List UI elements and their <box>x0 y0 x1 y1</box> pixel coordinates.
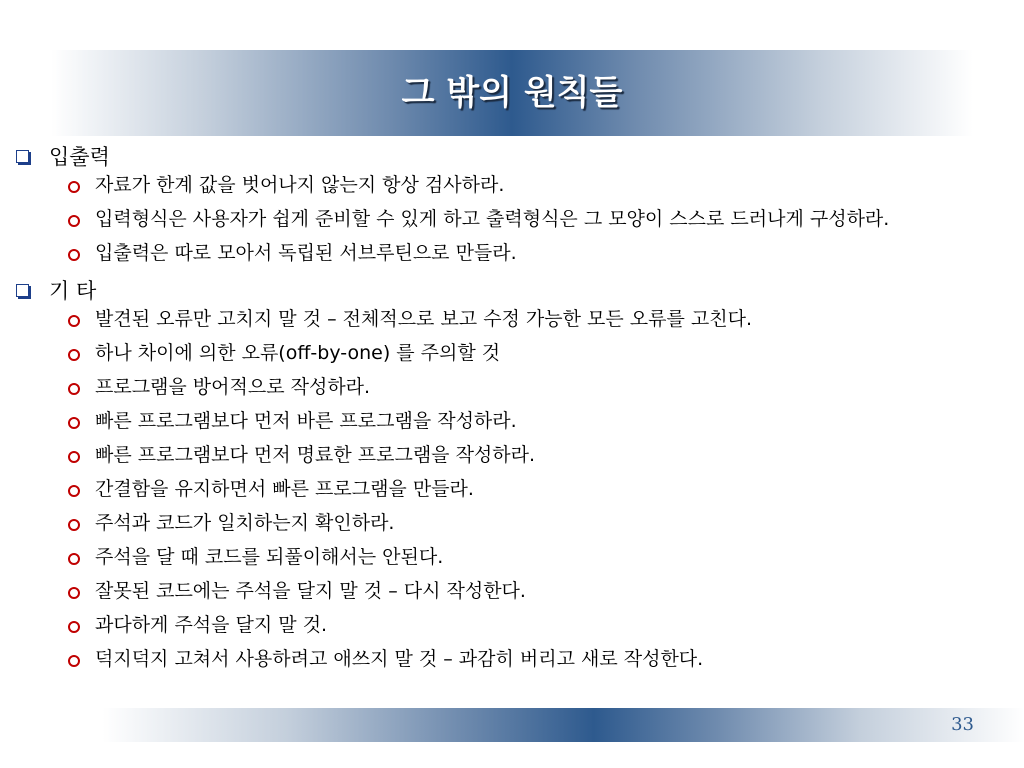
circle-bullet-icon <box>68 349 80 361</box>
list-item <box>68 476 1014 503</box>
bullet-list <box>14 306 1014 673</box>
section-etc <box>14 274 1014 673</box>
list-item <box>68 340 1014 367</box>
footer-band <box>0 708 1024 742</box>
circle-bullet-icon <box>68 553 80 565</box>
list-item-text: 잘못된 코드에는 주석을 달지 말 것 – 다시 작성한다. <box>95 580 526 602</box>
circle-bullet-icon <box>68 519 80 531</box>
section-heading-label: 기 타 <box>49 279 97 303</box>
circle-bullet-icon <box>68 249 80 261</box>
list-item-text: 자료가 한계 값을 벗어나지 않는지 항상 검사하라. <box>95 174 505 196</box>
list-item-text: 입출력은 따로 모아서 독립된 서브루틴으로 만들라. <box>95 242 517 264</box>
slide-title: 그 밖의 원칙들 <box>401 73 623 113</box>
list-item <box>68 578 1014 605</box>
list-item <box>68 240 1014 267</box>
circle-bullet-icon <box>68 315 80 327</box>
list-item <box>68 408 1014 435</box>
page-number: 33 <box>951 714 974 735</box>
circle-bullet-icon <box>68 621 80 633</box>
list-item <box>68 374 1014 401</box>
list-item-text: 덕지덕지 고쳐서 사용하려고 애쓰지 말 것 – 과감히 버리고 새로 작성한다. <box>95 648 704 670</box>
circle-bullet-icon <box>68 383 80 395</box>
circle-bullet-icon <box>68 417 80 429</box>
list-item-text: 과다하게 주석을 달지 말 것. <box>95 614 328 636</box>
square-bullet-icon <box>16 284 29 297</box>
list-item-text: 하나 차이에 의한 오류(off-by-one) 를 주의할 것 <box>95 342 501 364</box>
section-heading <box>14 140 1014 172</box>
square-bullet-icon <box>16 150 29 163</box>
list-item-text: 주석과 코드가 일치하는지 확인하라. <box>95 512 395 534</box>
list-item-text: 간결함을 유지하면서 빠른 프로그램을 만들라. <box>95 478 474 500</box>
list-item <box>68 544 1014 571</box>
list-item-text: 주석을 달 때 코드를 되풀이해서는 안된다. <box>95 546 444 568</box>
list-item-text: 입력형식은 사용자가 쉽게 준비할 수 있게 하고 출력형식은 그 모양이 스스로 드러나게 구성하라. <box>95 208 890 230</box>
section-heading <box>14 274 1014 306</box>
circle-bullet-icon <box>68 587 80 599</box>
list-item <box>68 172 1014 199</box>
circle-bullet-icon <box>68 485 80 497</box>
circle-bullet-icon <box>68 451 80 463</box>
circle-bullet-icon <box>68 215 80 227</box>
slide-body <box>14 140 1014 680</box>
list-item <box>68 612 1014 639</box>
list-item <box>68 442 1014 469</box>
bullet-list <box>14 172 1014 267</box>
list-item-text: 프로그램을 방어적으로 작성하라. <box>95 376 371 398</box>
section-heading-label: 입출력 <box>49 145 110 169</box>
list-item-text: 빠른 프로그램보다 먼저 바른 프로그램을 작성하라. <box>95 410 517 432</box>
list-item <box>68 646 1014 673</box>
circle-bullet-icon <box>68 655 80 667</box>
list-item <box>68 306 1014 333</box>
section-io <box>14 140 1014 267</box>
list-item-text: 빠른 프로그램보다 먼저 명료한 프로그램을 작성하라. <box>95 444 536 466</box>
list-item <box>68 510 1014 537</box>
list-item-text: 발견된 오류만 고치지 말 것 – 전체적으로 보고 수정 가능한 모든 오류를 고친다. <box>95 308 752 330</box>
circle-bullet-icon <box>68 181 80 193</box>
list-item <box>68 206 1014 233</box>
